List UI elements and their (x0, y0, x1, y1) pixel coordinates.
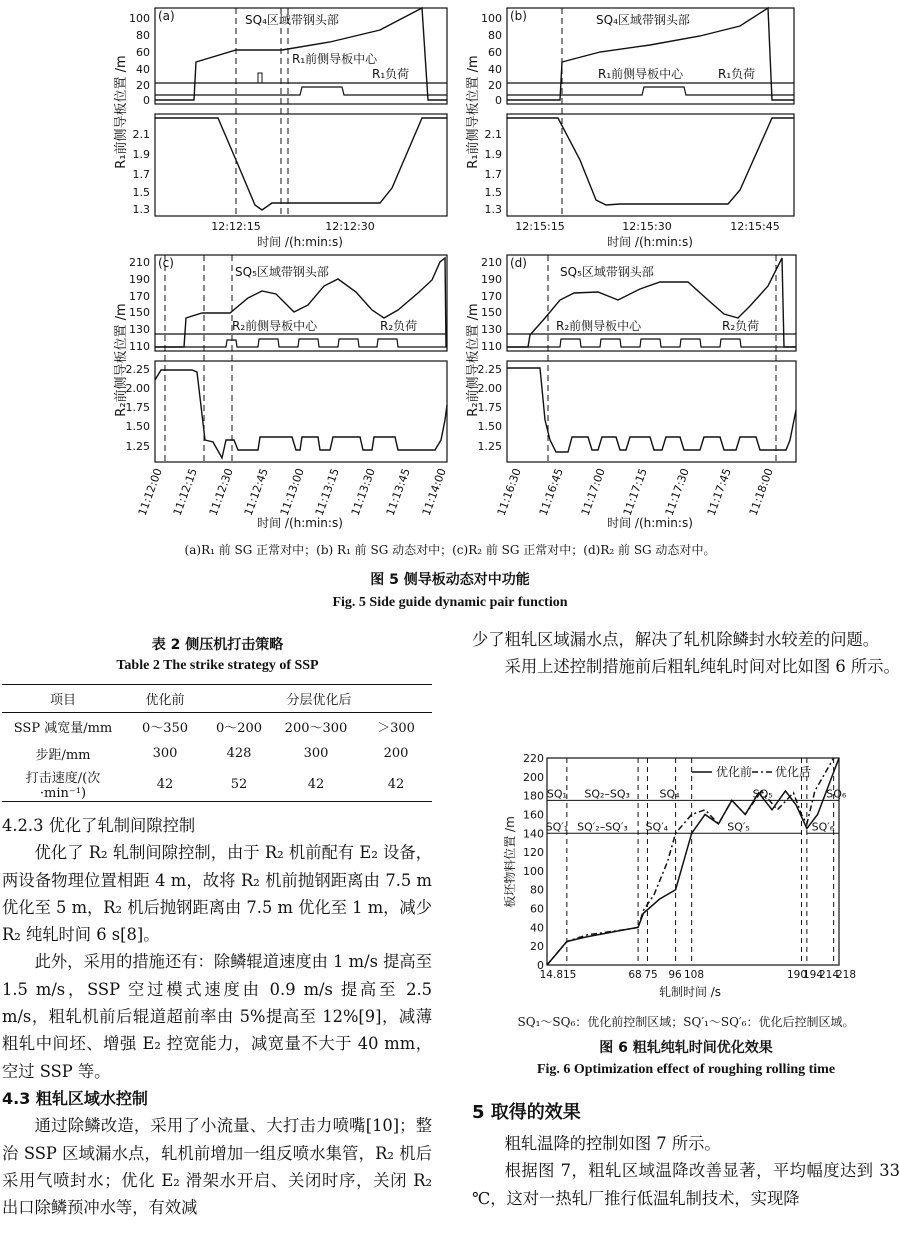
svg-text:12:12:15: 12:12:15 (211, 220, 261, 233)
paragraph: 粗轧温降的控制如图 7 所示。 (504, 1134, 721, 1153)
svg-text:1.9: 1.9 (484, 148, 502, 161)
x-tick: 75 (644, 969, 658, 981)
svg-text:210: 210 (129, 256, 150, 269)
paragraph: 通过除鳞改造，采用了小流量、大打击力喷嘴[10]；整治 SSP 区域漏水点，轧机前增加一组反喷水集管，R₂ 机后采用气喷封水；优化 E₂ 滑架水开启、关闭时序，关闭 R₂ 出口除鳞预冲水等，有效减 (2, 1116, 432, 1218)
svg-text:11:12:00: 11:12:00 (135, 466, 165, 518)
svg-text:11:16:30: 11:16:30 (494, 466, 524, 518)
svg-text:11:13:45: 11:13:45 (383, 466, 413, 518)
svg-text:11:17:15: 11:17:15 (620, 466, 650, 518)
svg-text:11:16:45: 11:16:45 (536, 466, 566, 518)
bot-yticks (485, 128, 503, 216)
svg-text:11:18:00: 11:18:00 (746, 466, 776, 518)
col-header: 项目 (2, 685, 124, 713)
table-row: SSP 减宽量/mm 0～350 0～200 200～300 ＞300 (2, 713, 432, 741)
svg-text:12:15:45: 12:15:45 (730, 220, 780, 233)
panel-c (126, 255, 449, 530)
svg-text:11:12:15: 11:12:15 (170, 466, 200, 518)
y-tick: 20 (530, 940, 544, 954)
svg-text:11:12:30: 11:12:30 (206, 466, 236, 518)
svg-text:130: 130 (129, 323, 150, 336)
zone-label: SQ′₄ (645, 820, 669, 834)
zone-label: SQ′₂–SQ′₃ (577, 820, 628, 834)
svg-text:1.75: 1.75 (477, 401, 502, 414)
annot-head: SQ₄区域带钢头部 (245, 13, 339, 27)
annot-center: R₂前侧导板中心 (232, 319, 318, 333)
y-tick: 200 (523, 770, 544, 784)
zone-label: SQ′₆ (811, 820, 835, 834)
svg-text:12:15:15: 12:15:15 (515, 220, 565, 233)
x-axis-label: 时间 /(h:min:s) (257, 516, 343, 530)
svg-text:80: 80 (488, 29, 502, 42)
svg-text:110: 110 (481, 340, 502, 353)
col-header: 分层优化后 (206, 685, 432, 713)
fig6-title-en: Fig. 6 Optimization effect of roughing rolling time (536, 1062, 836, 1077)
top-yticks (481, 12, 502, 107)
figure-6 (490, 752, 900, 1007)
paragraph: 采用上述控制措施前后粗轧纯轧时间对比如图 6 所示。 (504, 657, 900, 677)
svg-text:100: 100 (481, 12, 502, 25)
x-axis-label: 时间 /(h:min:s) (607, 235, 693, 249)
svg-text:170: 170 (481, 290, 502, 303)
fig5-note: (a)R₁ 前 SG 正常对中；(b) R₁ 前 SG 动态对中；(c)R₂ 前 SG 正常对中；(d)R₂ 前 SG 动态对中。 (184, 543, 716, 557)
annot-load: R₂负荷 (380, 319, 418, 333)
legend-before: 优化前 (716, 765, 753, 779)
y-tick: 100 (523, 864, 544, 878)
table2-title-cn: 表 2 侧压机打击策略 (151, 637, 284, 653)
svg-text:2.25: 2.25 (125, 363, 150, 376)
zone-label: SQ₁ (546, 787, 567, 801)
zone-label: SQ₄ (659, 787, 680, 801)
fig5-title-en: Fig. 5 Side guide dynamic pair function (332, 595, 568, 610)
x-axis-label: 轧制时间 /s (658, 985, 722, 999)
legend-after: 优化后 (775, 765, 812, 779)
y-tick: 140 (523, 827, 544, 841)
svg-text:1.75: 1.75 (125, 401, 150, 414)
xticks (495, 467, 776, 518)
annot-center: R₁前侧导板中心 (292, 52, 378, 66)
annot-head: SQ₄区域带钢头部 (596, 13, 690, 27)
svg-text:0: 0 (143, 94, 150, 107)
bot-yticks (133, 128, 151, 216)
x-axis-label: 时间 /(h:min:s) (257, 235, 343, 249)
table-row: 步距/mm 300 428 300 200 (35, 746, 409, 763)
xticks (515, 220, 779, 233)
svg-text:150: 150 (481, 306, 502, 319)
svg-text:110: 110 (129, 340, 150, 353)
svg-text:40: 40 (488, 63, 502, 76)
svg-text:2.00: 2.00 (477, 382, 502, 395)
annot-load: R₁负荷 (718, 67, 756, 81)
svg-text:150: 150 (129, 306, 150, 319)
paragraph: 此外，采用的措施还有：除鳞辊道速度由 1 m/s 提高至 1.5 m/s，SSP 空过模式速度由 0.9 m/s 提高至 2.5 m/s，粗轧机前后辊道超前率由 5%提高至 12%[9]，减薄粗轧中间坯、增强 E₂ 控宽能力，减宽量不大于 40 mm，空过 SSP 等。 (2, 952, 432, 1081)
svg-text:11:13:15: 11:13:15 (312, 466, 342, 518)
svg-text:11:17:00: 11:17:00 (578, 466, 608, 518)
table2-title-en: Table 2 The strike strategy of SSP (116, 658, 319, 673)
x-tick: 68 (628, 969, 642, 981)
svg-text:2.00: 2.00 (125, 382, 150, 395)
svg-text:210: 210 (481, 256, 502, 269)
x-tick: 14.815 (539, 969, 577, 981)
y-tick: 160 (523, 808, 544, 822)
svg-text:1.7: 1.7 (484, 168, 502, 181)
annot-load: R₁负荷 (372, 67, 410, 81)
svg-text:11:12:45: 11:12:45 (241, 466, 271, 518)
top-yticks (129, 256, 150, 353)
svg-text:1.5: 1.5 (132, 186, 150, 199)
section-5-heading: 5 取得的效果 (472, 1102, 581, 1123)
top-yticks (129, 12, 150, 107)
table-2 (2, 684, 432, 802)
svg-text:1.7: 1.7 (132, 168, 150, 181)
right-column-bottom (472, 1130, 900, 1212)
x-tick: 108 (683, 969, 705, 981)
x-tick: 214 (818, 969, 840, 981)
svg-text:11:13:30: 11:13:30 (348, 466, 378, 518)
svg-text:100: 100 (129, 12, 150, 25)
paragraph: 少了粗轧区域漏水点，解决了轧机除鳞封水较差的问题。 (472, 630, 880, 649)
svg-text:12:15:30: 12:15:30 (622, 220, 672, 233)
svg-text:60: 60 (136, 46, 150, 59)
paragraph: 优化了 R₂ 轧制间隙控制，由于 R₂ 机前配有 E₂ 设备，两设备物理位置相距 4 m，故将 R₂ 机前抛钢距离由 7.5 m优化至 5 m，R₂ 机后抛钢距离由 7.5 m 优化至 1 m，减少 R₂ 纯轧时间 6 s[8]。 (2, 843, 432, 945)
fig6-note: SQ₁～SQ₆：优化前控制区域；SQ′₁～SQ′₆：优化后控制区域。 (517, 1015, 855, 1029)
paragraph: 根据图 7，粗轧区域温降改善显著，平均幅度达到 33 ℃，这对一热轧厂推行低温轧制技术，实现降 (472, 1161, 900, 1208)
svg-text:190: 190 (481, 273, 502, 286)
y-axis-label-r1-b: R₁前侧导板位置 /m (466, 55, 481, 169)
svg-text:20: 20 (136, 79, 150, 92)
annot-center: R₂前侧导板中心 (556, 319, 642, 333)
y-axis-label-r2-b: R₂前侧导板位置 /m (466, 303, 481, 417)
xticks (136, 467, 449, 518)
y-tick: 120 (523, 846, 544, 860)
svg-text:2.1: 2.1 (484, 128, 502, 141)
annot-load: R₂负荷 (722, 319, 760, 333)
xticks (211, 220, 374, 233)
table-row: 打击速度/(次·min⁻¹) 42 52 42 42 (2, 767, 432, 802)
bot-yticks (126, 363, 151, 453)
svg-text:11:17:45: 11:17:45 (704, 466, 734, 518)
svg-text:1.3: 1.3 (132, 203, 150, 216)
y-tick: 40 (530, 921, 544, 935)
panel-tag: (a) (158, 9, 175, 23)
svg-text:1.5: 1.5 (484, 186, 502, 199)
annot-head: SQ₅区域带钢头部 (560, 265, 654, 279)
svg-text:12:12:30: 12:12:30 (325, 220, 375, 233)
y-tick: 80 (530, 883, 544, 897)
zone-label: SQ₅ (752, 787, 773, 801)
svg-text:11:17:30: 11:17:30 (662, 466, 692, 518)
panel-tag: (b) (510, 9, 527, 23)
zone-label: SQ₆ (826, 787, 847, 801)
y-tick: 220 (523, 752, 544, 765)
annot-center: R₁前侧导板中心 (598, 67, 684, 81)
svg-text:130: 130 (481, 323, 502, 336)
x-axis-label: 时间 /(h:min:s) (607, 516, 693, 530)
svg-text:1.25: 1.25 (477, 440, 502, 453)
y-tick: 180 (523, 789, 544, 803)
svg-text:1.9: 1.9 (132, 148, 150, 161)
y-tick: 60 (530, 902, 544, 916)
fig5-title-cn: 图 5 侧导板动态对中功能 (370, 572, 530, 588)
panel-b (481, 8, 794, 249)
svg-text:60: 60 (488, 46, 502, 59)
annot-head: SQ₅区域带钢头部 (235, 265, 329, 279)
x-tick: 194 (802, 969, 824, 981)
section-4-3-heading: 4.3 粗轧区域水控制 (2, 1088, 148, 1108)
panel-d (478, 255, 797, 530)
svg-text:80: 80 (136, 29, 150, 42)
svg-text:11:14:00: 11:14:00 (419, 466, 449, 518)
svg-text:1.25: 1.25 (125, 440, 150, 453)
x-tick: 190 (786, 969, 808, 981)
panel-tag: (d) (510, 256, 527, 270)
panel-a (129, 8, 447, 249)
svg-text:2.1: 2.1 (132, 128, 150, 141)
top-yticks (481, 256, 502, 353)
x-tick: 218 (835, 969, 857, 981)
panel-tag: (c) (158, 256, 174, 270)
y-axis-label-r1: R₁前侧导板位置 /m (114, 55, 129, 169)
right-column-top (472, 626, 900, 681)
bot-yticks (478, 363, 503, 453)
x-tick: 96 (668, 969, 682, 981)
svg-text:2.25: 2.25 (477, 363, 502, 376)
zone-label: SQ₂–SQ₃ (584, 787, 630, 801)
y-axis-label-r2: R₂前侧导板位置 /m (114, 303, 129, 417)
zone-label: SQ′₅ (727, 820, 750, 834)
svg-text:1.50: 1.50 (477, 420, 502, 433)
svg-text:11:13:00: 11:13:00 (277, 466, 307, 518)
svg-text:20: 20 (488, 79, 502, 92)
fig6-title-cn: 图 6 粗轧纯轧时间优化效果 (599, 1040, 773, 1056)
left-column (2, 812, 432, 1221)
figure-5 (0, 0, 900, 530)
section-4-2-3-heading: 4.2.3 优化了轧制间隙控制 (2, 816, 196, 835)
legend (692, 764, 811, 779)
svg-text:1.3: 1.3 (484, 203, 502, 216)
svg-text:40: 40 (136, 63, 150, 76)
svg-text:1.50: 1.50 (125, 420, 150, 433)
zone-label: SQ′₁ (545, 820, 569, 834)
y-ticks (523, 752, 544, 972)
y-axis-label: 板坯物料位置 /m (503, 816, 517, 908)
svg-text:170: 170 (129, 290, 150, 303)
x-tick-labels (540, 969, 856, 981)
svg-text:190: 190 (129, 273, 150, 286)
y-tick: 0 (537, 959, 544, 972)
col-header: 优化前 (124, 685, 206, 713)
svg-text:0: 0 (495, 94, 502, 107)
